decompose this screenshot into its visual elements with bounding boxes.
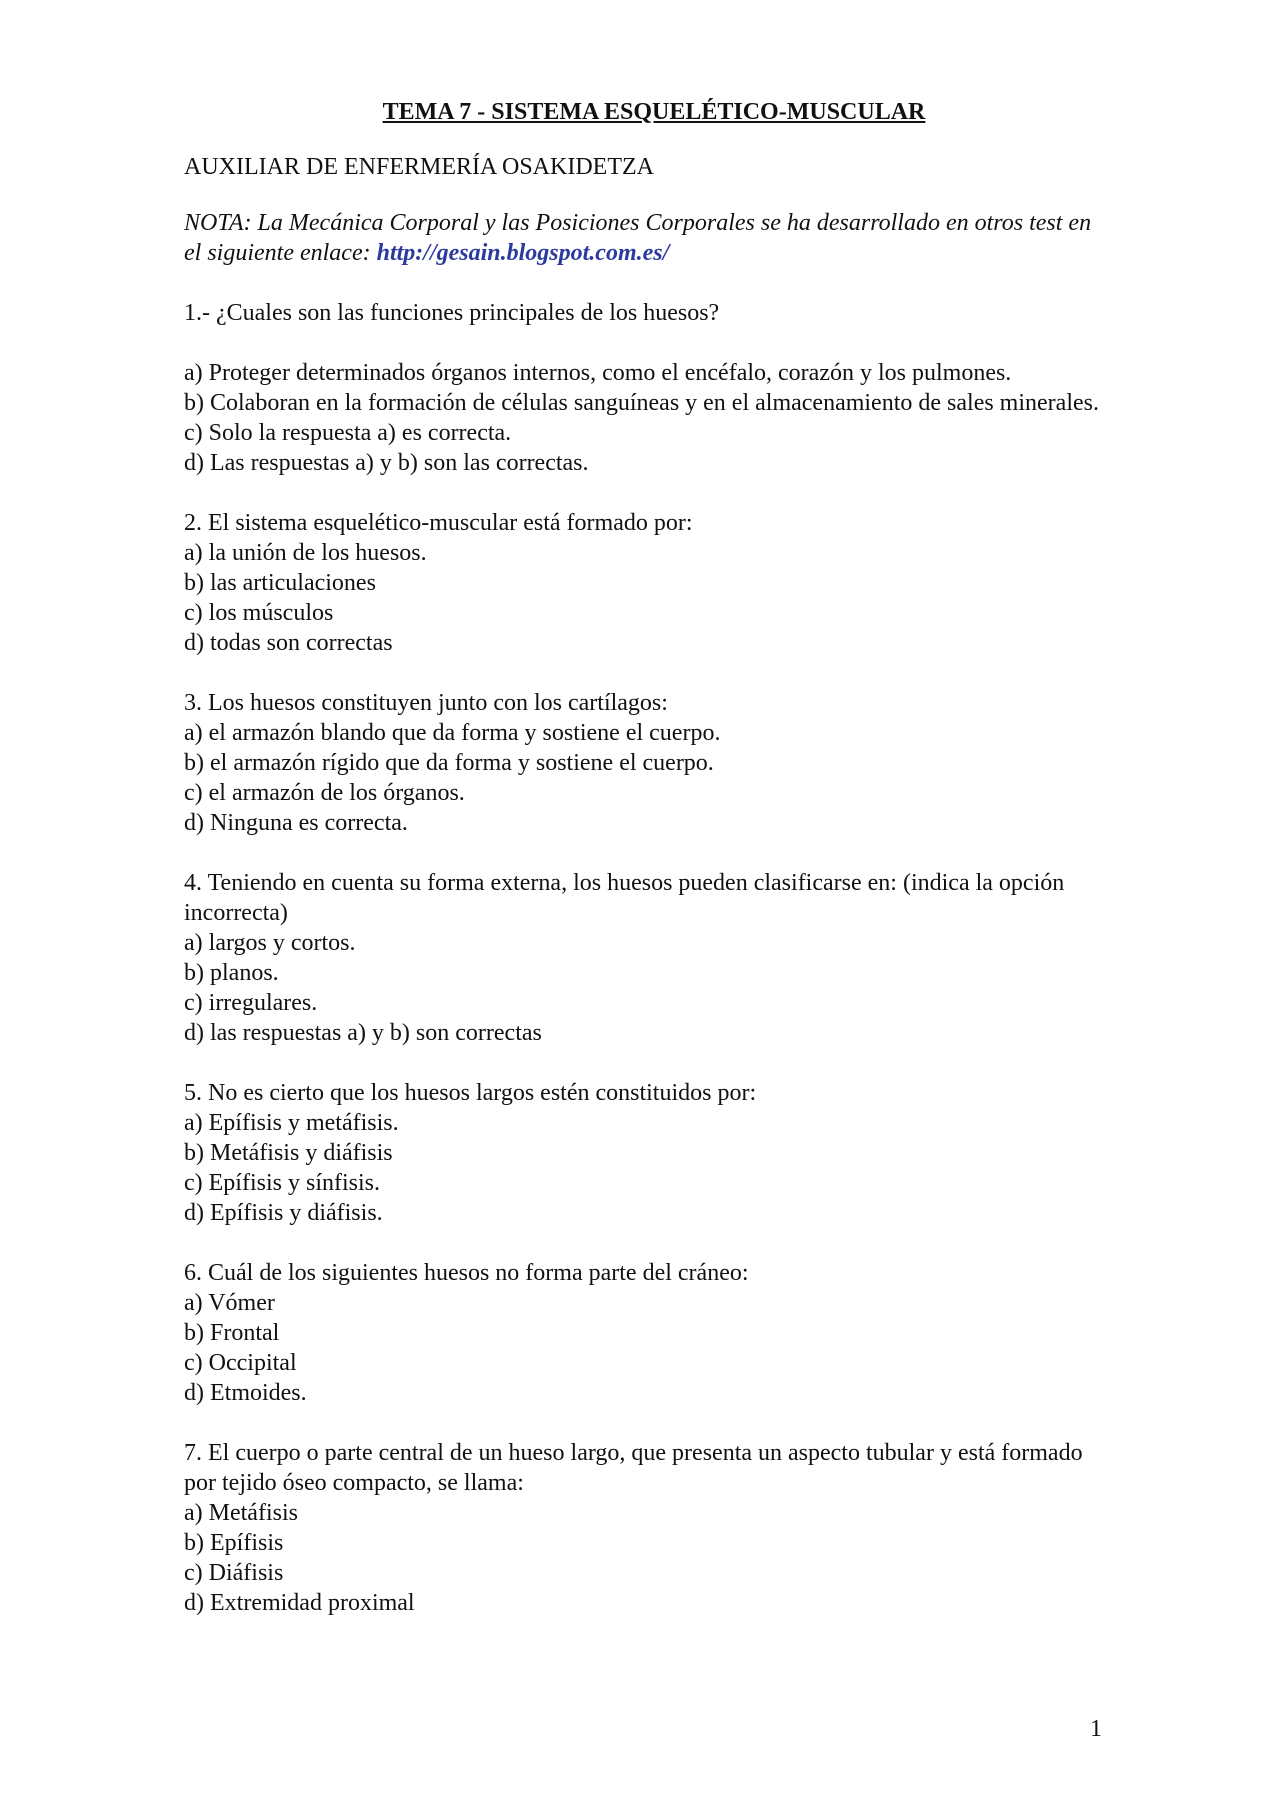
- options-list: [184, 1108, 1114, 1228]
- option-a: a) la unión de los huesos.: [184, 540, 427, 566]
- question-text: 4. Teniendo en cuenta su forma externa, los huesos pueden clasificarse en: (indica la opción incorrecta): [184, 870, 1065, 926]
- question-text: 2. El sistema esquelético-muscular está formado por:: [184, 510, 693, 536]
- option-d: d) todas son correctas: [184, 630, 393, 656]
- blog-link[interactable]: http://gesain.blogspot.com.es/: [376, 240, 670, 266]
- question-3: [184, 688, 1114, 838]
- option-d: d) Extremidad proximal: [184, 1590, 415, 1616]
- option-d: d) Las respuestas a) y b) son las correctas.: [184, 450, 589, 476]
- options-list: [184, 538, 1114, 658]
- note-paragraph: [184, 208, 1114, 268]
- option-b: b) las articulaciones: [184, 570, 376, 596]
- option-b: b) el armazón rígido que da forma y sostiene el cuerpo.: [184, 750, 714, 776]
- question-6: [184, 1258, 1114, 1408]
- option-d: d) Etmoides.: [184, 1380, 307, 1406]
- page-number: 1: [1090, 1716, 1102, 1742]
- options-list: [184, 928, 1114, 1048]
- option-a: a) largos y cortos.: [184, 930, 356, 956]
- options-list: [184, 1288, 1114, 1408]
- option-c: c) Diáfisis: [184, 1560, 284, 1586]
- option-a: a) Metáfisis: [184, 1500, 298, 1526]
- question-2: [184, 508, 1114, 658]
- option-b: b) planos.: [184, 960, 279, 986]
- option-b: b) Frontal: [184, 1320, 280, 1346]
- option-d: d) Ninguna es correcta.: [184, 810, 408, 836]
- option-a: a) Vómer: [184, 1290, 275, 1316]
- option-d: d) Epífisis y diáfisis.: [184, 1200, 383, 1226]
- option-b: b) Epífisis: [184, 1530, 284, 1556]
- option-b: b) Metáfisis y diáfisis: [184, 1140, 393, 1166]
- question-5: [184, 1078, 1114, 1228]
- page-title: TEMA 7 - SISTEMA ESQUELÉTICO-MUSCULAR: [382, 99, 926, 125]
- option-a: a) el armazón blando que da forma y sostiene el cuerpo.: [184, 720, 721, 746]
- question-text: 3. Los huesos constituyen junto con los cartílagos:: [184, 690, 668, 716]
- question-text: 7. El cuerpo o parte central de un hueso largo, que presenta un aspecto tubular y está formado por tejido óseo compacto, se llama:: [184, 1440, 1083, 1496]
- options-list: [184, 718, 1114, 838]
- question-text: 1.- ¿Cuales son las funciones principales de los huesos?: [184, 300, 720, 326]
- option-d: d) las respuestas a) y b) son correctas: [184, 1020, 542, 1046]
- document-page: [184, 96, 1114, 1618]
- option-c: c) Solo la respuesta a) es correcta.: [184, 420, 512, 446]
- document-subtitle: AUXILIAR DE ENFERMERÍA OSAKIDETZA: [184, 154, 654, 180]
- question-text: 5. No es cierto que los huesos largos estén constituidos por:: [184, 1080, 757, 1106]
- options-list: [184, 358, 1114, 478]
- question-4: [184, 868, 1114, 1048]
- question-1: [184, 298, 1114, 478]
- option-c: c) Epífisis y sínfisis.: [184, 1170, 380, 1196]
- option-a: a) Proteger determinados órganos internos, como el encéfalo, corazón y los pulmones.: [184, 360, 1012, 386]
- options-list: [184, 1498, 1114, 1618]
- option-c: c) el armazón de los órganos.: [184, 780, 465, 806]
- note-text: NOTA: La Mecánica Corporal y las Posiciones Corporales se ha desarrollado en otros test en el siguiente enlace:: [184, 210, 1092, 266]
- option-a: a) Epífisis y metáfisis.: [184, 1110, 399, 1136]
- option-c: c) los músculos: [184, 600, 334, 626]
- question-7: [184, 1438, 1114, 1618]
- option-c: c) irregulares.: [184, 990, 318, 1016]
- option-b: b) Colaboran en la formación de células sanguíneas y en el almacenamiento de sales minerales.: [184, 390, 1099, 416]
- question-text: 6. Cuál de los siguientes huesos no forma parte del cráneo:: [184, 1260, 749, 1286]
- option-c: c) Occipital: [184, 1350, 297, 1376]
